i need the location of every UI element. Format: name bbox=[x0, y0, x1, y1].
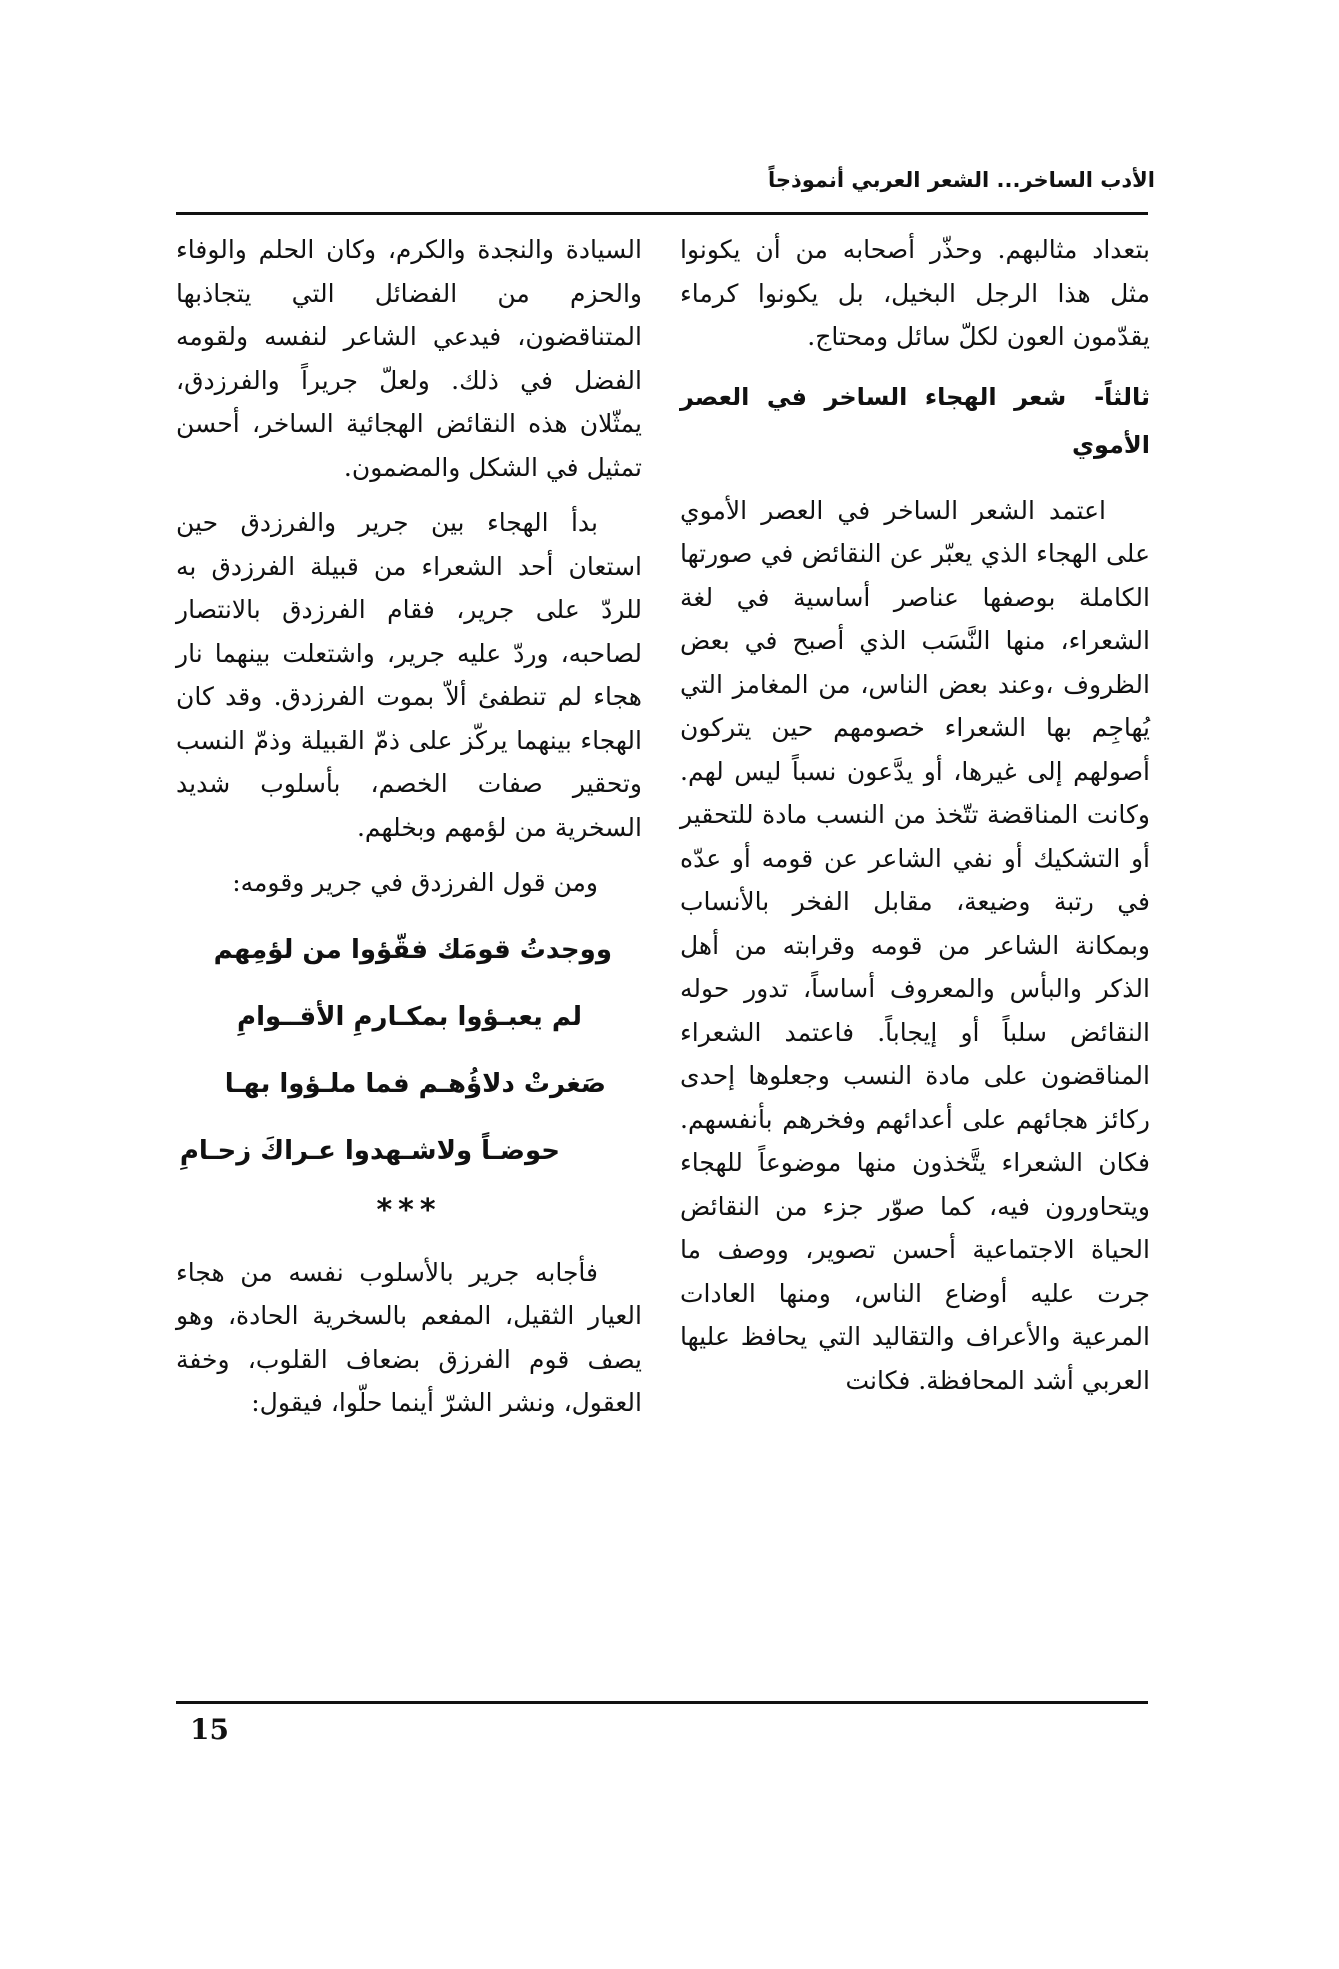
section-heading-title: شعر الهجاء الساخر في العصر الأموي bbox=[680, 382, 1150, 459]
left-paragraph-3: ومن قول الفرزدق في جرير وقومه: bbox=[232, 868, 598, 897]
left-paragraph-2: بدأ الهجاء بين جرير والفرزدق حين استعان أحد الشعراء من قبيلة الفرزدق به للردّ على جرير، فقام الفرزدق بالانتصار لصاحبه، وردّ عليه جرير، واشتعلت بينهما نار هجاء لم تنطفئ ألاّ بموت الفرزدق. وقد كان الهجاء بينهما يركّز على ذمّ القبيلة وذمّ النسب وتحقير صفات الخصم، بأسلوب شديد السخرية من لؤمهم وبخلهم. bbox=[176, 508, 642, 842]
right-paragraph-2: اعتمد الشعر الساخر في العصر الأموي على الهجاء الذي يعبّر عن النقائض في صورتها الكاملة بوصفها عناصر أساسية في لغة الشعراء، منها النَّسَب الذي أصبح في بعض الظروف ،وعند بعض الناس، من المغامز التي يُهاجِم بها الشعراء خصومهم حين يتركون أصولهم إلى غيرها، أو يدَّعون نسباً ليس لهم. وكانت المناقضة تتّخذ من النسب مادة للتحقير أو التشكيك أو نفي الشاعر عن قومه أو عدّه في رتبة وضيعة، مقابل الفخر بالأنساب وبمكانة الشاعر من قومه وقرابته من أهل الذكر والبأس والمعروف أساساً، تدور حوله النقائض سلباً أو إيجاباً. فاعتمد الشعراء المناقضون على مادة النسب وجعلوها إحدى ركائز هجائهم على أعدائهم وفخرهم بأنفسهم. فكان الشعراء يتَّخذون منها موضوعاً للهجاء ويتحاورون فيه، كما صوّر جزء من النقائض الحياة الاجتماعية أحسن تصوير، ووصف ما جرت عليه أوضاع الناس، ومنها العادات المرعية والأعراف والتقاليد التي يحافظ عليها العربي أشد المحافظة. فكانت bbox=[680, 495, 1150, 1395]
footer-divider bbox=[176, 1701, 1148, 1704]
section-heading bbox=[680, 373, 1150, 469]
left-text-column bbox=[176, 228, 642, 1437]
verse-line: حوضـاً ولاشـهدوا عـراكَ زحـامِ bbox=[179, 1135, 560, 1166]
poem-verse bbox=[176, 917, 642, 1185]
right-text-column bbox=[680, 228, 1150, 1414]
page-number: 15 bbox=[190, 1713, 229, 1746]
verse-line: لم يعبـؤوا بمكـارمِ الأقــوامِ bbox=[237, 1001, 582, 1032]
right-paragraph-1: بتعداد مثالبهم. وحذّر أصحابه من أن يكونوا مثل هذا الرجل البخيل، بل يكونوا كرماء يقدّمون العون لكلّ سائل ومحتاج. bbox=[680, 235, 1150, 351]
section-separator-stars: *** bbox=[376, 1192, 442, 1228]
left-paragraph-1: السيادة والنجدة والكرم، وكان الحلم والوفاء والحزم من الفضائل التي يتجاذبها المتناقضون، فيدعي الشاعر لنفسه ولقومه الفضل في ذلك. ولعلّ جريراً والفرزدق، يمثّلان هذه النقائض الهجائية الساخر، أحسن تمثيل في الشكل والمضمون. bbox=[176, 235, 642, 482]
verse-line: صَغرتْ دلاؤُهـم فما ملـؤوا بهـا bbox=[224, 1068, 606, 1099]
section-heading-number: ثالثاً- bbox=[1094, 382, 1150, 411]
left-paragraph-4: فأجابه جرير بالأسلوب نفسه من هجاء العيار الثقيل، المفعم بالسخرية الحادة، وهو يصف قوم الفرزق بضعاف القلوب، وخفة العقول، ونشر الشرّ أينما حلّوا، فيقول: bbox=[176, 1257, 642, 1417]
header-divider bbox=[176, 212, 1148, 215]
running-header-title: الأدب الساخر... الشعر العربي أنموذجاً bbox=[767, 168, 1155, 192]
verse-line: ووجدتُ قومَك فقّؤوا من لؤمِهم bbox=[213, 934, 612, 965]
